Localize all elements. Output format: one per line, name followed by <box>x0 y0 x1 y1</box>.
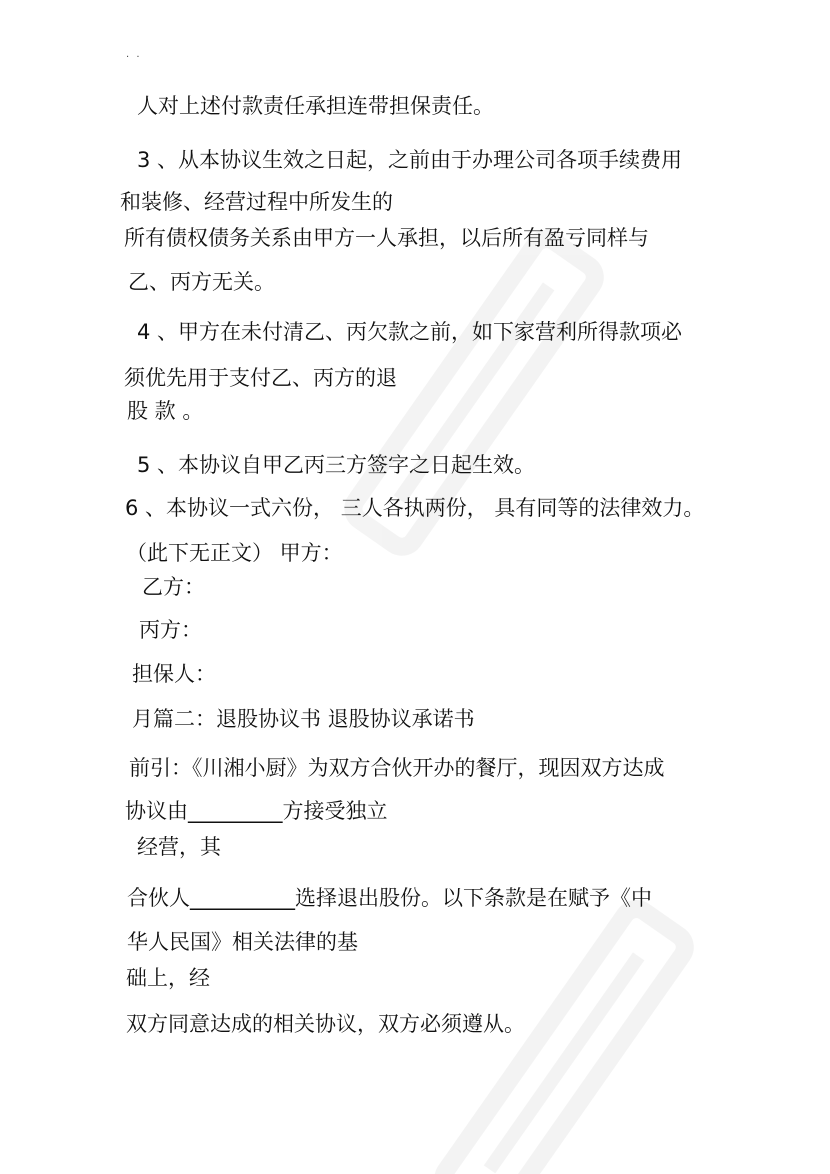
text-line: 担保人： <box>132 662 216 686</box>
text-line: 础上，经 <box>126 966 210 990</box>
text-line: 人对上述付款责任承担连带担保责任。 <box>137 94 494 118</box>
text-line: 4 、甲方在未付清乙、丙欠款之前，如下家营利所得款项必 <box>137 320 683 344</box>
text-line: 前引：《川湘小厨》为双方合伙开办的餐厅，现因双方达成 <box>129 756 665 780</box>
text-line: 和装修、经营过程中所发生的 <box>120 190 393 214</box>
text-line: 乙、丙方无关。 <box>128 270 275 294</box>
watermark-bottom <box>438 904 690 1174</box>
text-line: 经营，其 <box>137 835 221 859</box>
text-line: 双方同意达成的相关协议，双方必须遵从。 <box>126 1012 525 1036</box>
text-line: 所有债权债务关系由甲方一人承担，以后所有盈亏同样与 <box>124 226 649 250</box>
text-line: 协议由_________方接受独立 <box>125 799 388 823</box>
text-line: 华人民国》相关法律的基 <box>127 930 358 954</box>
text-line: 须优先用于支付乙、丙方的退 <box>124 366 397 390</box>
text-line: 合伙人__________选择退出股份。以下条款是在赋予《中 <box>127 886 652 910</box>
header-mark: · · <box>126 52 142 63</box>
text-line: 丙方： <box>139 618 202 642</box>
text-line: 6 、本协议一式六份， 三人各执两份， 具有同等的法律效力。 <box>125 496 705 520</box>
text-line: 5 、本协议自甲乙丙三方签字之日起生效。 <box>137 453 536 477</box>
text-line: （此下无正文） 甲方： <box>126 541 343 565</box>
text-line: 3 、从本协议生效之日起，之前由于办理公司各项手续费用 <box>137 148 683 172</box>
text-line: 乙方： <box>142 575 205 599</box>
section-heading: 月篇二：退股协议书 退股协议承诺书 <box>132 707 475 731</box>
text-line: 股 款 。 <box>127 399 204 423</box>
